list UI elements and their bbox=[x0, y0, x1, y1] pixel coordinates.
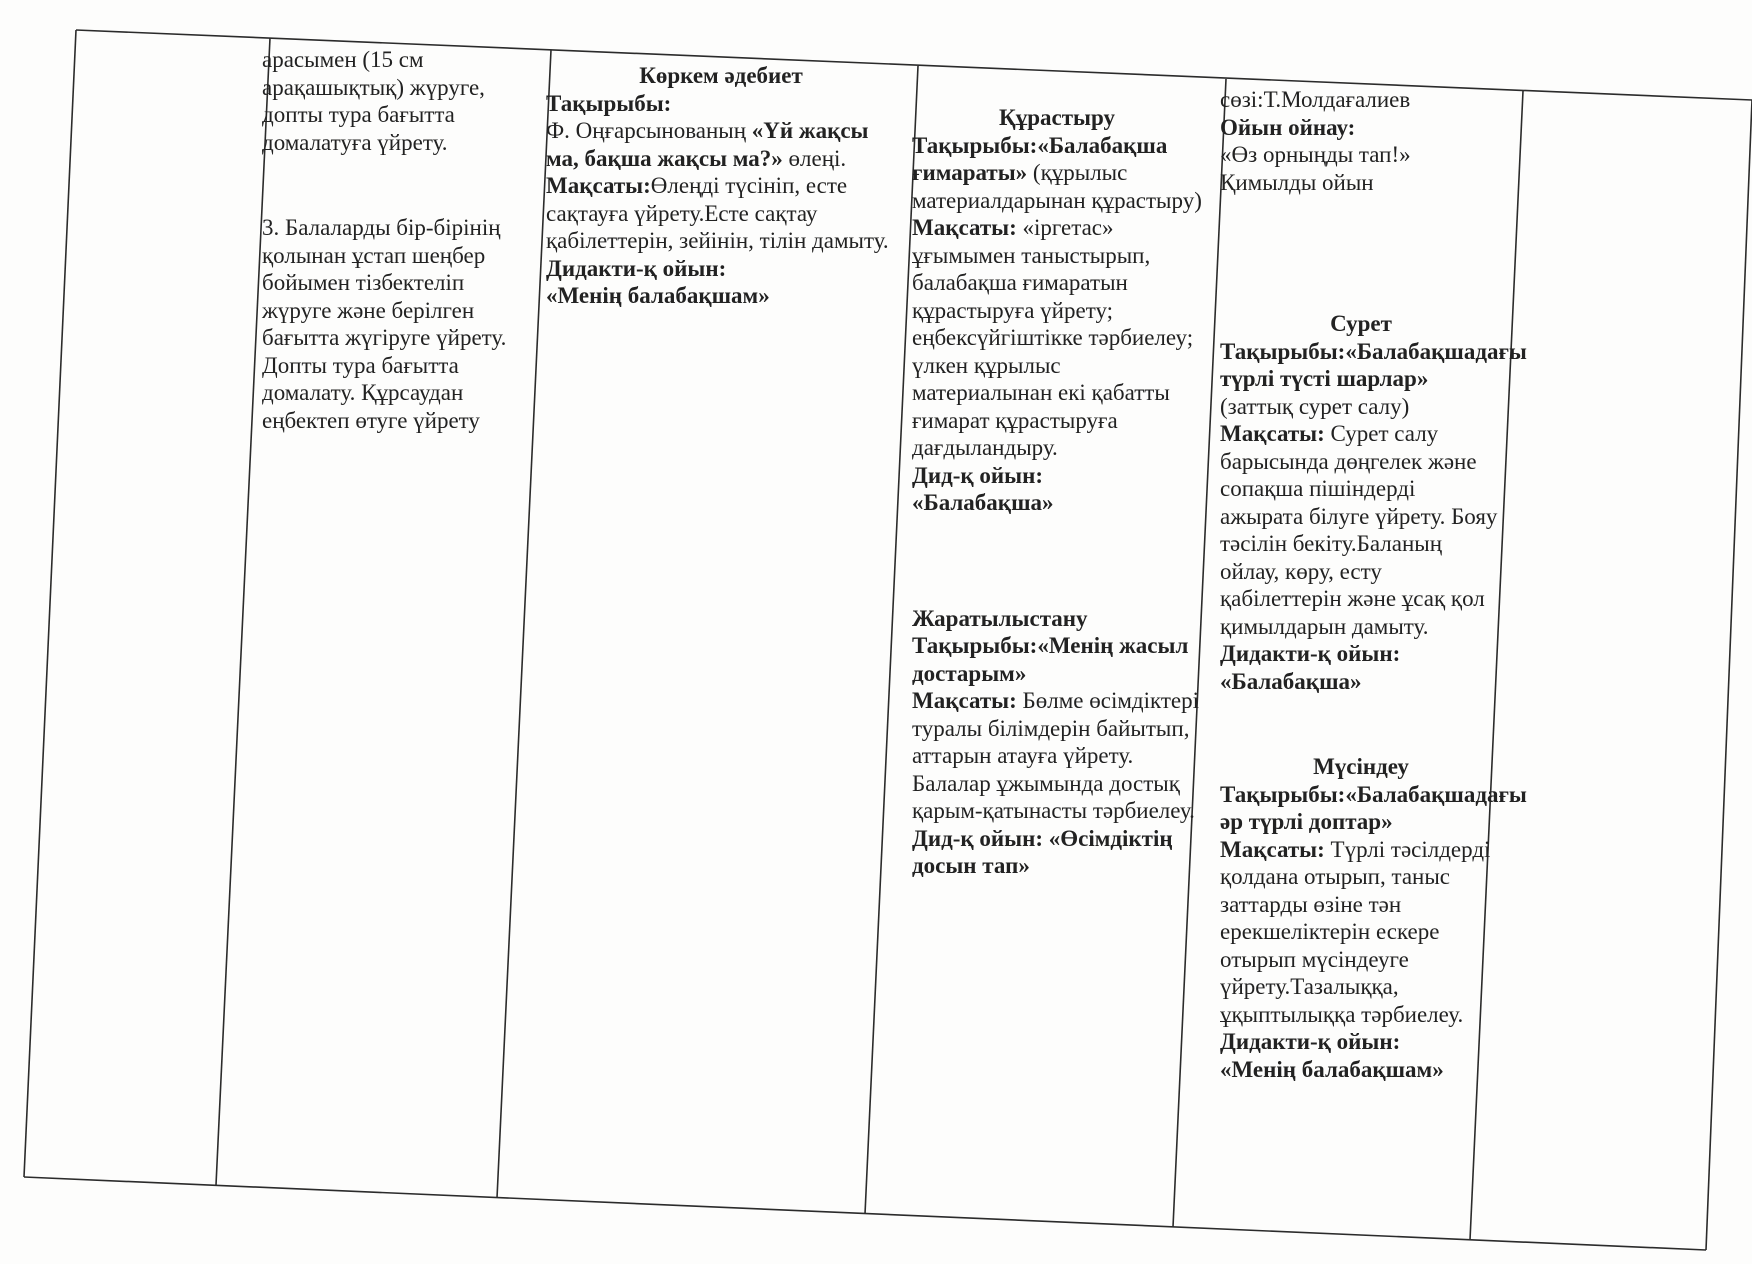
modeling-topic-label: Тақырыбы: bbox=[1220, 781, 1346, 807]
literature-topic-label: Тақырыбы: bbox=[546, 90, 672, 116]
nature-game-label: Дид-қ ойын: bbox=[912, 825, 1043, 851]
construction-subject: Құрастыру bbox=[999, 105, 1115, 130]
drawing-goal-label: Мақсаты: bbox=[1220, 421, 1325, 446]
modeling-game-name: «Менің балабақшам» bbox=[1220, 1056, 1444, 1082]
construction-goal-label: Мақсаты: bbox=[912, 215, 1017, 240]
construction-goal bbox=[912, 214, 1202, 462]
drawing-subject: Сурет bbox=[1330, 311, 1392, 336]
nature-game-name: «Өсімдіктің досын тап» bbox=[912, 825, 1173, 878]
column-construction-nature bbox=[912, 104, 1202, 880]
construction-topic-title: «Балабақша ғимараты» bbox=[912, 132, 1168, 185]
construction-goal-text: «іргетас» ұғымымен таныстырып, балабақша ғимаратын құрастыруға үйрету; еңбексүйгіштікке тәрбиелеу; үлкен құрылыс материалынан екі қабатты ғимарат құрастыруға дағдыландыру. bbox=[912, 215, 1194, 460]
column-drawing-modeling bbox=[1220, 86, 1527, 1083]
modeling-goal bbox=[1220, 836, 1502, 1029]
literature-game-label: Дидакти-қ ойын: bbox=[546, 255, 727, 281]
modeling-subject: Мүсіндеу bbox=[1313, 754, 1409, 779]
modeling-topic bbox=[1220, 781, 1527, 836]
column2-paragraph-2: 3. Балаларды бір-бірінің қолынан ұстап шеңбер бойымен тізбектеліп жүруге және берілген бағытта жүгіруге үйрету. Допты тура бағытта домалату. Құрсаудан еңбектеп өтуге үйрету bbox=[262, 215, 507, 433]
nature-topic bbox=[912, 632, 1202, 687]
drawing-topic-label: Тақырыбы: bbox=[1220, 338, 1346, 364]
literature-topic-title: «Үй жақсы ма, бақша жақсы ма?» bbox=[546, 118, 869, 171]
modeling-topic-title: «Балабақшадағы әр түрлі доптар» bbox=[1220, 781, 1527, 834]
top-game-name: «Өз орныңды тап!» bbox=[1220, 142, 1411, 167]
construction-topic-label: Тақырыбы: bbox=[912, 132, 1038, 158]
literature-topic bbox=[546, 117, 896, 172]
construction-game-label: Дид-қ ойын: bbox=[912, 462, 1043, 488]
drawing-game-name: «Балабақша» bbox=[1220, 668, 1362, 694]
drawing-topic bbox=[1220, 338, 1527, 421]
column-physical-activity bbox=[262, 46, 532, 434]
top-game-type: Қимылды ойын bbox=[1220, 169, 1374, 195]
literature-topic-tail: өлеңі. bbox=[782, 145, 847, 171]
column2-paragraph-1: арасымен (15 см арақашықтық) жүруге, допты тура бағытта домалатуға үйрету. bbox=[262, 47, 485, 155]
drawing-topic-tail: (заттық сурет салу) bbox=[1220, 393, 1410, 419]
drawing-topic-title: «Балабақшадағы түрлі түсті шарлар» bbox=[1220, 338, 1527, 391]
literature-goal bbox=[546, 172, 896, 255]
literature-goal-label: Мақсаты: bbox=[546, 173, 651, 198]
nature-game bbox=[912, 825, 1202, 880]
modeling-game-label: Дидакти-қ ойын: bbox=[1220, 1029, 1401, 1054]
construction-topic-tail: (құрылыс материалдарынан құрастыру) bbox=[912, 160, 1202, 213]
drawing-goal-text: Сурет салу барысында дөңгелек және сопақша пішіндерді ажырата білуге үйрету. Бояу тәсілін бекіту.Баланың ойлау, көру, есту қабілеттерін және ұсақ қол қимылдарын дамыту. bbox=[1220, 421, 1498, 639]
literature-game-name: «Менің балабақшам» bbox=[546, 283, 770, 308]
construction-topic bbox=[912, 132, 1202, 215]
modeling-goal-text: Түрлі тәсілдерді қолдана отырып, таныс заттарды өзіне тән ерекшеліктерін ескере отырып мүсіндеуге үйрету.Тазалыққа, ұқыптылыққа тәрбиелеу. bbox=[1220, 836, 1491, 1027]
nature-topic-title: «Менің жасыл достарым» bbox=[912, 633, 1189, 686]
literature-topic-author: Ф. Оңғарсынованың bbox=[546, 118, 752, 143]
construction-game-name: «Балабақша» bbox=[912, 490, 1054, 515]
drawing-goal bbox=[1220, 420, 1502, 640]
song-author: сөзі:Т.Молдағалиев bbox=[1220, 87, 1411, 112]
modeling-goal-label: Мақсаты: bbox=[1220, 836, 1325, 862]
nature-goal bbox=[912, 687, 1202, 825]
literature-goal-text: Өлеңді түсініп, есте сақтауға үйрету.Есте сақтау қабілеттерін, зейінін, тілін дамыту. bbox=[546, 173, 889, 253]
nature-goal-text: Бөлме өсімдіктері туралы білімдерін байытып, аттарын атауға үйрету. Балалар ұжымында достық қарым-қатынасты тәрбиелеу. bbox=[912, 688, 1199, 823]
column-literature bbox=[546, 62, 896, 310]
drawing-game-label: Дидакти-қ ойын: bbox=[1220, 641, 1401, 666]
nature-subject: Жаратылыстану bbox=[912, 605, 1088, 631]
nature-topic-label: Тақырыбы: bbox=[912, 633, 1038, 658]
nature-goal-label: Мақсаты: bbox=[912, 688, 1017, 713]
top-game-label: Ойын ойнау: bbox=[1220, 114, 1356, 140]
literature-subject: Көркем әдебиет bbox=[639, 63, 803, 88]
